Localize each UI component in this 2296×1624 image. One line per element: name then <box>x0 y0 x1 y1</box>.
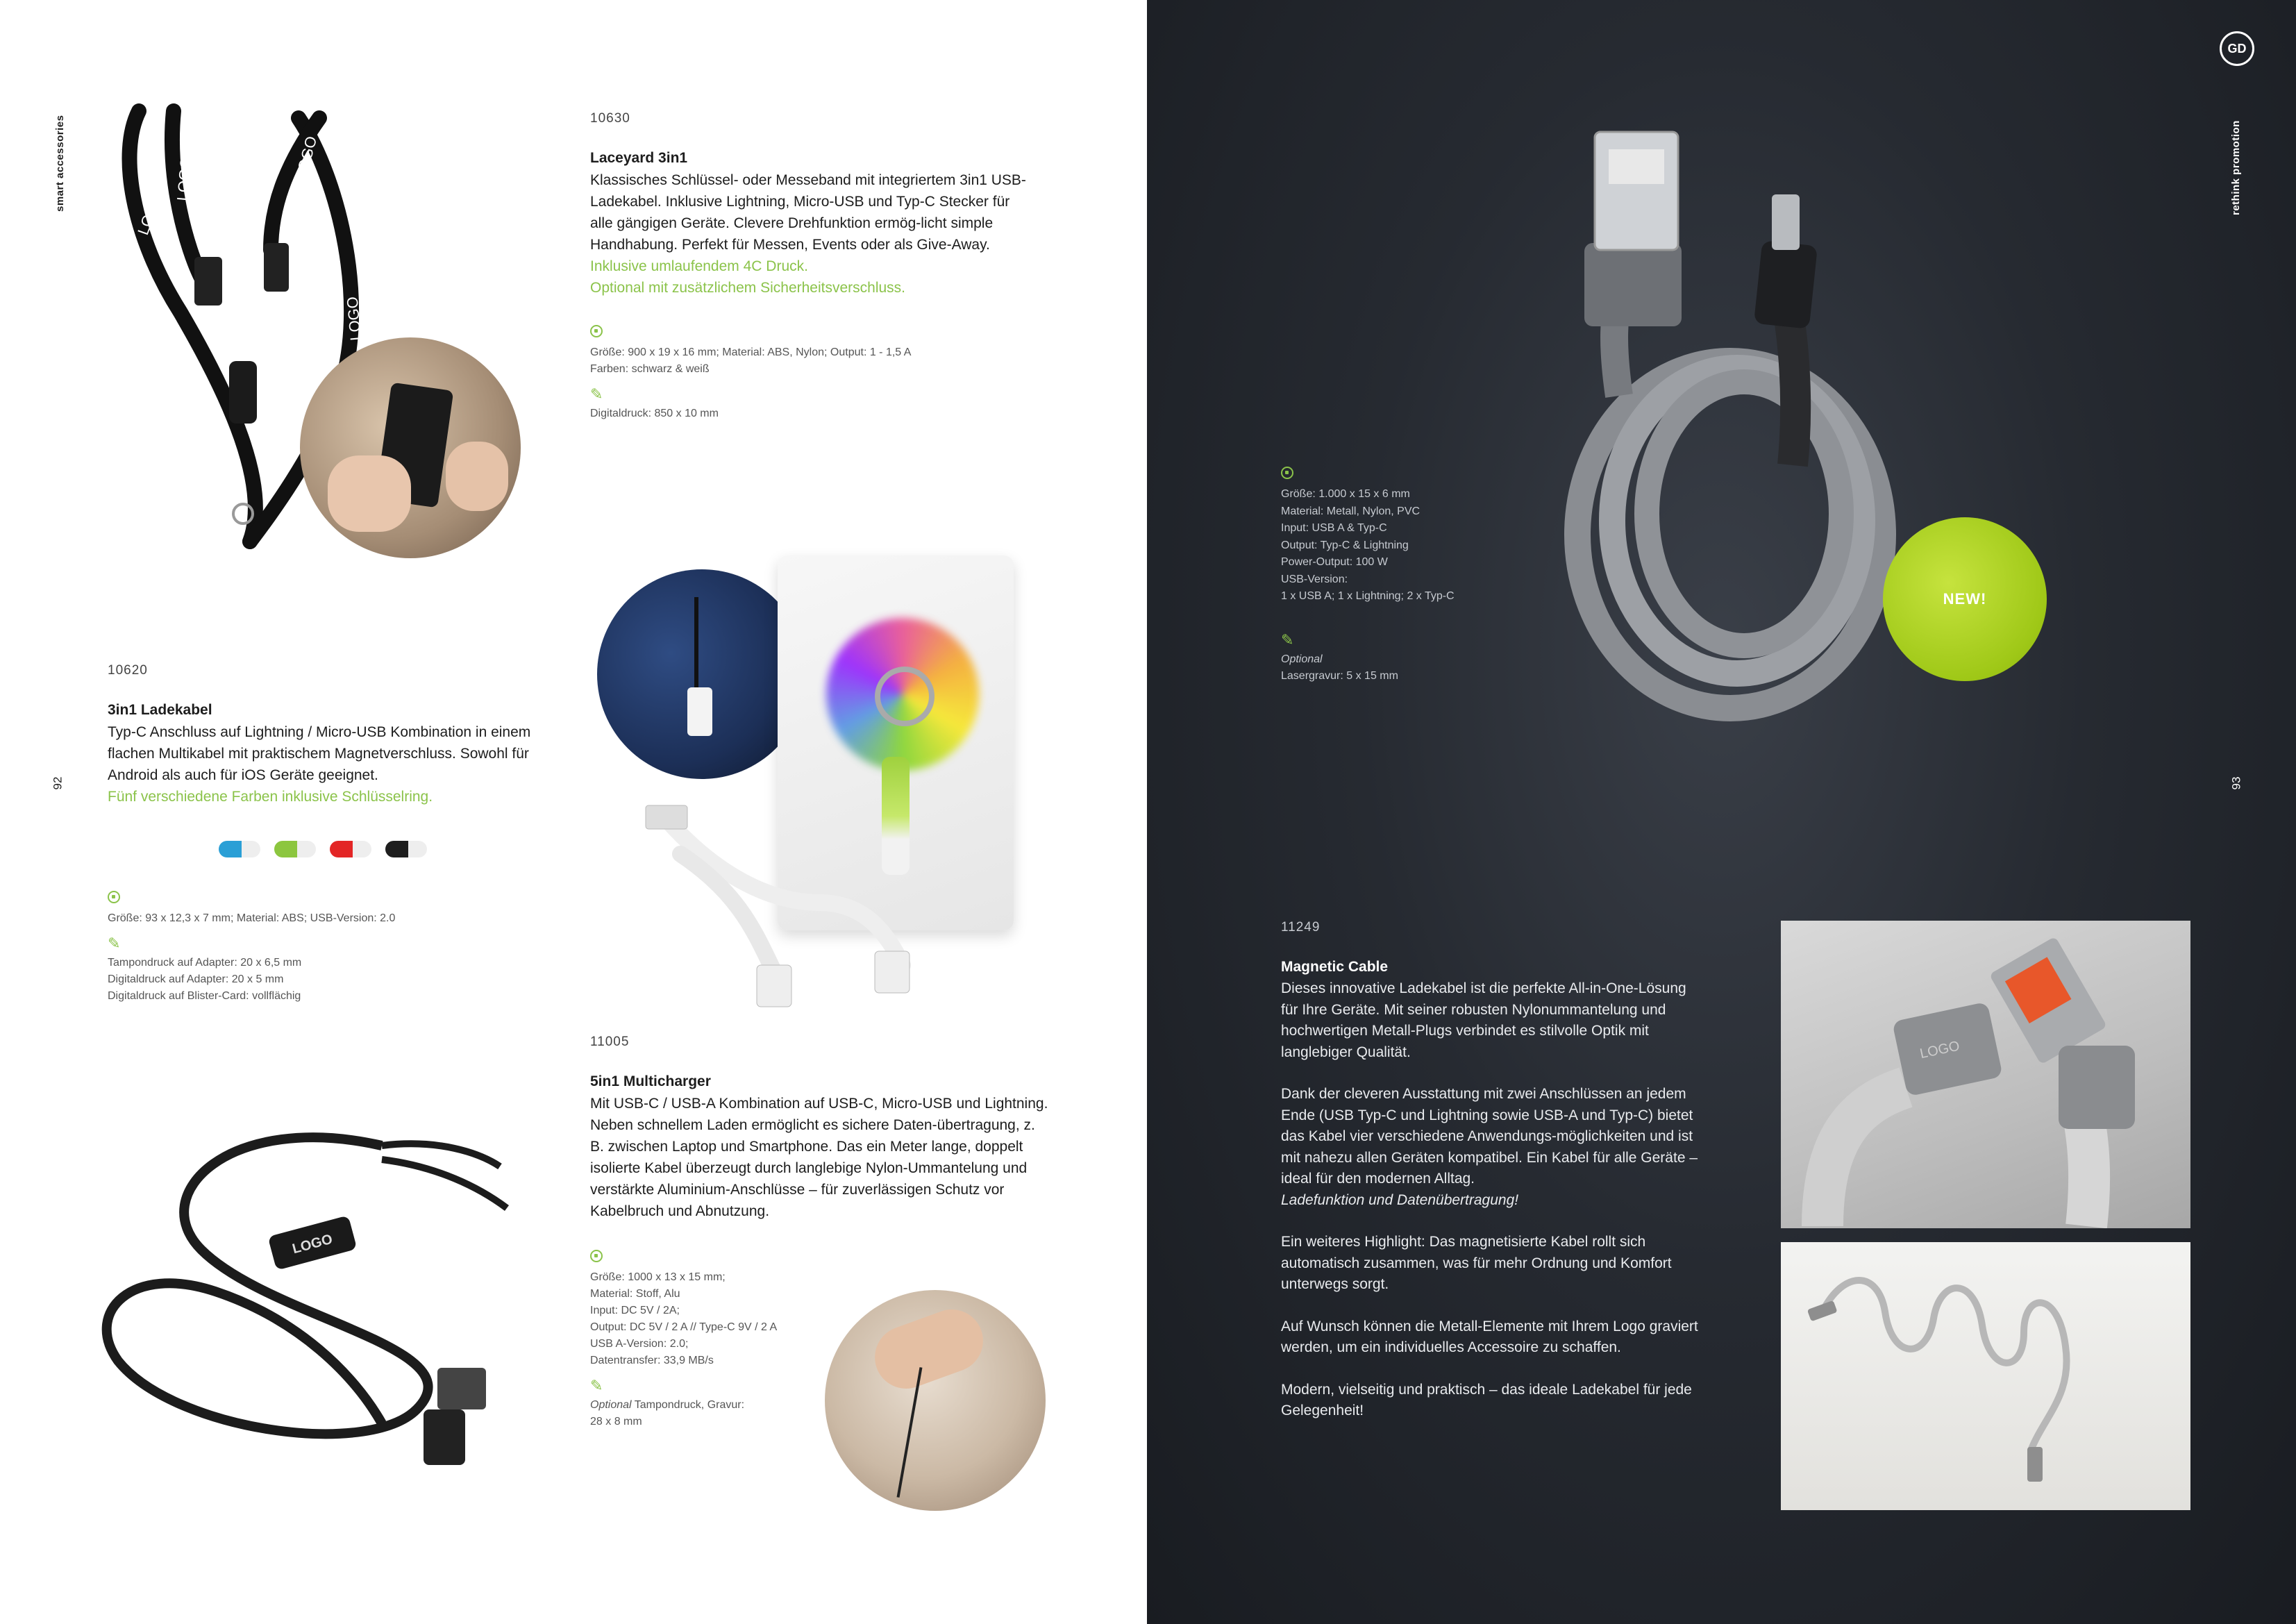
hero-spec-line: 1 x USB A; 1 x Lightning; 2 x Typ-C <box>1281 590 1455 602</box>
lanyard-article-number: 10630 <box>590 111 630 126</box>
multicharger-article-number: 11005 <box>590 1035 630 1049</box>
hero-spec-line: Input: USB A & Typ-C <box>1281 522 1387 534</box>
hero-spec-line: USB-Version: <box>1281 573 1348 585</box>
page-number-left: 92 <box>51 776 65 790</box>
hero-spec-line: Power-Output: 100 W <box>1281 556 1388 568</box>
multicharger-spec-3: Input: DC 5V / 2A; <box>590 1305 680 1316</box>
lanyard-print-1: Digitaldruck: 850 x 10 mm <box>590 408 719 419</box>
magnetic-text-block <box>1281 920 1704 1422</box>
magnetic-title: Magnetic Cable <box>1281 959 1389 975</box>
magnetic-para-2: Dank der cleveren Ausstattung mit zwei Anschlüssen an jedem Ende (USB Typ-C und Lightning sowie USB-A und Typ-C) bietet das Kabel vier verschiedene Anwendungs-möglichkeiten und ist mit nahezu allen Geräten kompatibel. Ein Kabel für alle Geräte – ideal für den modernen Alltag. <box>1281 1086 1698 1187</box>
page-number-right: 93 <box>2229 776 2243 790</box>
swatch-black <box>385 841 427 857</box>
hero-spec-list <box>1281 486 1573 605</box>
lanyard-text-block <box>590 111 1034 422</box>
ladekabel-article-number: 10620 <box>108 663 148 678</box>
multicharger-title: 5in1 Multicharger <box>590 1073 711 1089</box>
multicharger-spec-1: Größe: 1000 x 13 x 15 mm; <box>590 1271 726 1283</box>
hero-print: Lasergravur: 5 x 15 mm <box>1281 670 1398 682</box>
side-label-right: rethink promotion <box>2230 120 2242 215</box>
hero-spec-line: Größe: 1.000 x 15 x 6 mm <box>1281 488 1410 500</box>
print-pen-icon: ✎ <box>1281 630 1294 648</box>
multicharger-print-label: Optional <box>590 1399 632 1411</box>
multicharger-spec-2: Material: Stoff, Alu <box>590 1288 680 1300</box>
print-pen-icon: ✎ <box>108 935 121 952</box>
multicharger-spec-6: Datentransfer: 33,9 MB/s <box>590 1355 714 1366</box>
multicharger-product-image <box>90 1111 535 1472</box>
multicharger-spec-4: Output: DC 5V / 2 A // Type-C 9V / 2 A <box>590 1321 778 1333</box>
lanyard-logo-text-2: LOGO <box>174 156 195 202</box>
lanyard-description: Klassisches Schlüssel- oder Messeband mit integriertem 3in1 USB-Ladekabel. Inklusive Lightning, Micro-USB und Typ-C Stecker für alle gängigen Geräte. Clevere Drehfunktion ermög-licht simple Handhabung. Perfekt für Messen, Events oder als Give-Away. <box>590 172 1026 253</box>
size-icon <box>590 325 603 337</box>
magnetic-coiled-photo <box>1781 1242 2190 1510</box>
lanyard-spec-1: Größe: 900 x 19 x 16 mm; Material: ABS, Nylon; Output: 1 - 1,5 A <box>590 346 912 358</box>
multicharger-print-2: 28 x 8 mm <box>590 1416 642 1428</box>
lanyard-title: Laceyard 3in1 <box>590 150 688 166</box>
ladekabel-print-1: Tampondruck auf Adapter: 20 x 6,5 mm <box>108 957 302 969</box>
size-icon <box>1281 467 1293 479</box>
ladekabel-white-cables-image <box>639 798 930 1021</box>
new-badge: NEW! <box>1883 517 2047 681</box>
hero-spec-line: Output: Typ-C & Lightning <box>1281 539 1409 551</box>
magnetic-para-3: Ein weiteres Highlight: Das magnetisierte Kabel rollt sich automatisch zusammen, was für mehr Ordnung und Komfort unterwegs sorgt. <box>1281 1234 1672 1292</box>
ladekabel-spec-1: Größe: 93 x 12,3 x 7 mm; Material: ABS; USB-Version: 2.0 <box>108 912 396 924</box>
size-icon <box>108 891 120 903</box>
magnetic-article-number: 11249 <box>1281 920 1321 935</box>
magnetic-para-1: Dieses innovative Ladekabel ist die perfekte All-in-One-Lösung für Ihre Geräte. Mit seiner robusten Nylonummantelung und hochwertigen Metall-Plugs verbindet es stilvolle Optik mit langlebiger Qualität. <box>1281 980 1686 1060</box>
ladekabel-print-3: Digitaldruck auf Blister-Card: vollflächig <box>108 990 301 1002</box>
right-page <box>1147 0 2296 1624</box>
magnetic-para-4: Auf Wunsch können die Metall-Elemente mit Ihrem Logo graviert werden, um ein individuelles Accessoire zu schaffen. <box>1281 1318 1698 1355</box>
lanyard-highlight-2: Optional mit zusätzlichem Sicherheitsverschluss. <box>590 280 906 296</box>
ladekabel-title: 3in1 Ladekabel <box>108 702 212 718</box>
magnetic-cable-hero-image <box>1536 104 1925 743</box>
ladekabel-backpack-photo <box>597 569 807 779</box>
multicharger-logo-text: LOGO <box>290 1231 335 1257</box>
lanyard-logo-text-1: LOGO <box>134 190 166 237</box>
brand-logo-icon: GD <box>2220 31 2254 66</box>
magnetic-plugs-detail-photo <box>1781 921 2190 1228</box>
ladekabel-print-2: Digitaldruck auf Adapter: 20 x 5 mm <box>108 973 284 985</box>
color-swatches <box>219 841 538 857</box>
multicharger-description: Mit USB-C / USB-A Kombination auf USB-C, Micro-USB und Lightning. Neben schnellem Laden ermöglicht es sichere Daten-übertragung, z. B. zwischen Laptop und Smartphone. Das ein Meter lange, doppelt isolierte Kabel überzeugt durch langlebige Nylon-Ummantelung und verstärkte Aluminium-Anschlüsse – für zuverlässigen Schutz vor Kabelbruch und Abnutzung. <box>590 1096 1048 1219</box>
side-label-left: smart accessories <box>54 115 66 212</box>
size-icon <box>590 1250 603 1262</box>
hero-print-label: Optional <box>1281 653 1323 665</box>
multicharger-hand-photo <box>825 1290 1046 1511</box>
lanyard-hand-detail-photo <box>300 337 521 558</box>
swatch-green <box>274 841 316 857</box>
lanyard-logo-text-4: LOGO <box>343 296 364 342</box>
lanyard-highlight-1: Inklusive umlaufendem 4C Druck. <box>590 258 808 274</box>
ladekabel-description: Typ-C Anschluss auf Lightning / Micro-USB Kombination in einem flachen Multikabel mit praktischem Magnetverschluss. Sowohl für Android als auch für iOS Geräte geeignet. <box>108 724 531 783</box>
print-pen-icon: ✎ <box>590 385 603 403</box>
ladekabel-text-block <box>108 663 538 1005</box>
ladekabel-highlight-1: Fünf verschiedene Farben inklusive Schlüsselring. <box>108 789 433 805</box>
lanyard-logo-text-3: LOGO <box>292 134 321 182</box>
swatch-blue <box>219 841 260 857</box>
magnetic-logo-text: LOGO <box>1918 1038 1961 1062</box>
print-pen-icon: ✎ <box>590 1377 603 1394</box>
hero-spec-block <box>1281 467 1573 685</box>
lanyard-spec-2: Farben: schwarz & weiß <box>590 363 710 375</box>
swatch-red <box>330 841 371 857</box>
magnetic-para-2-italic: Ladefunktion und Datenübertragung! <box>1281 1191 1519 1208</box>
multicharger-spec-5: USB A-Version: 2.0; <box>590 1338 689 1350</box>
left-page <box>0 0 1147 1624</box>
hero-spec-line: Material: Metall, Nylon, PVC <box>1281 505 1421 517</box>
multicharger-print-text: Tampondruck, Gravur: <box>631 1399 745 1411</box>
magnetic-para-5: Modern, vielseitig und praktisch – das ideale Ladekabel für jede Gelegenheit! <box>1281 1381 1692 1418</box>
